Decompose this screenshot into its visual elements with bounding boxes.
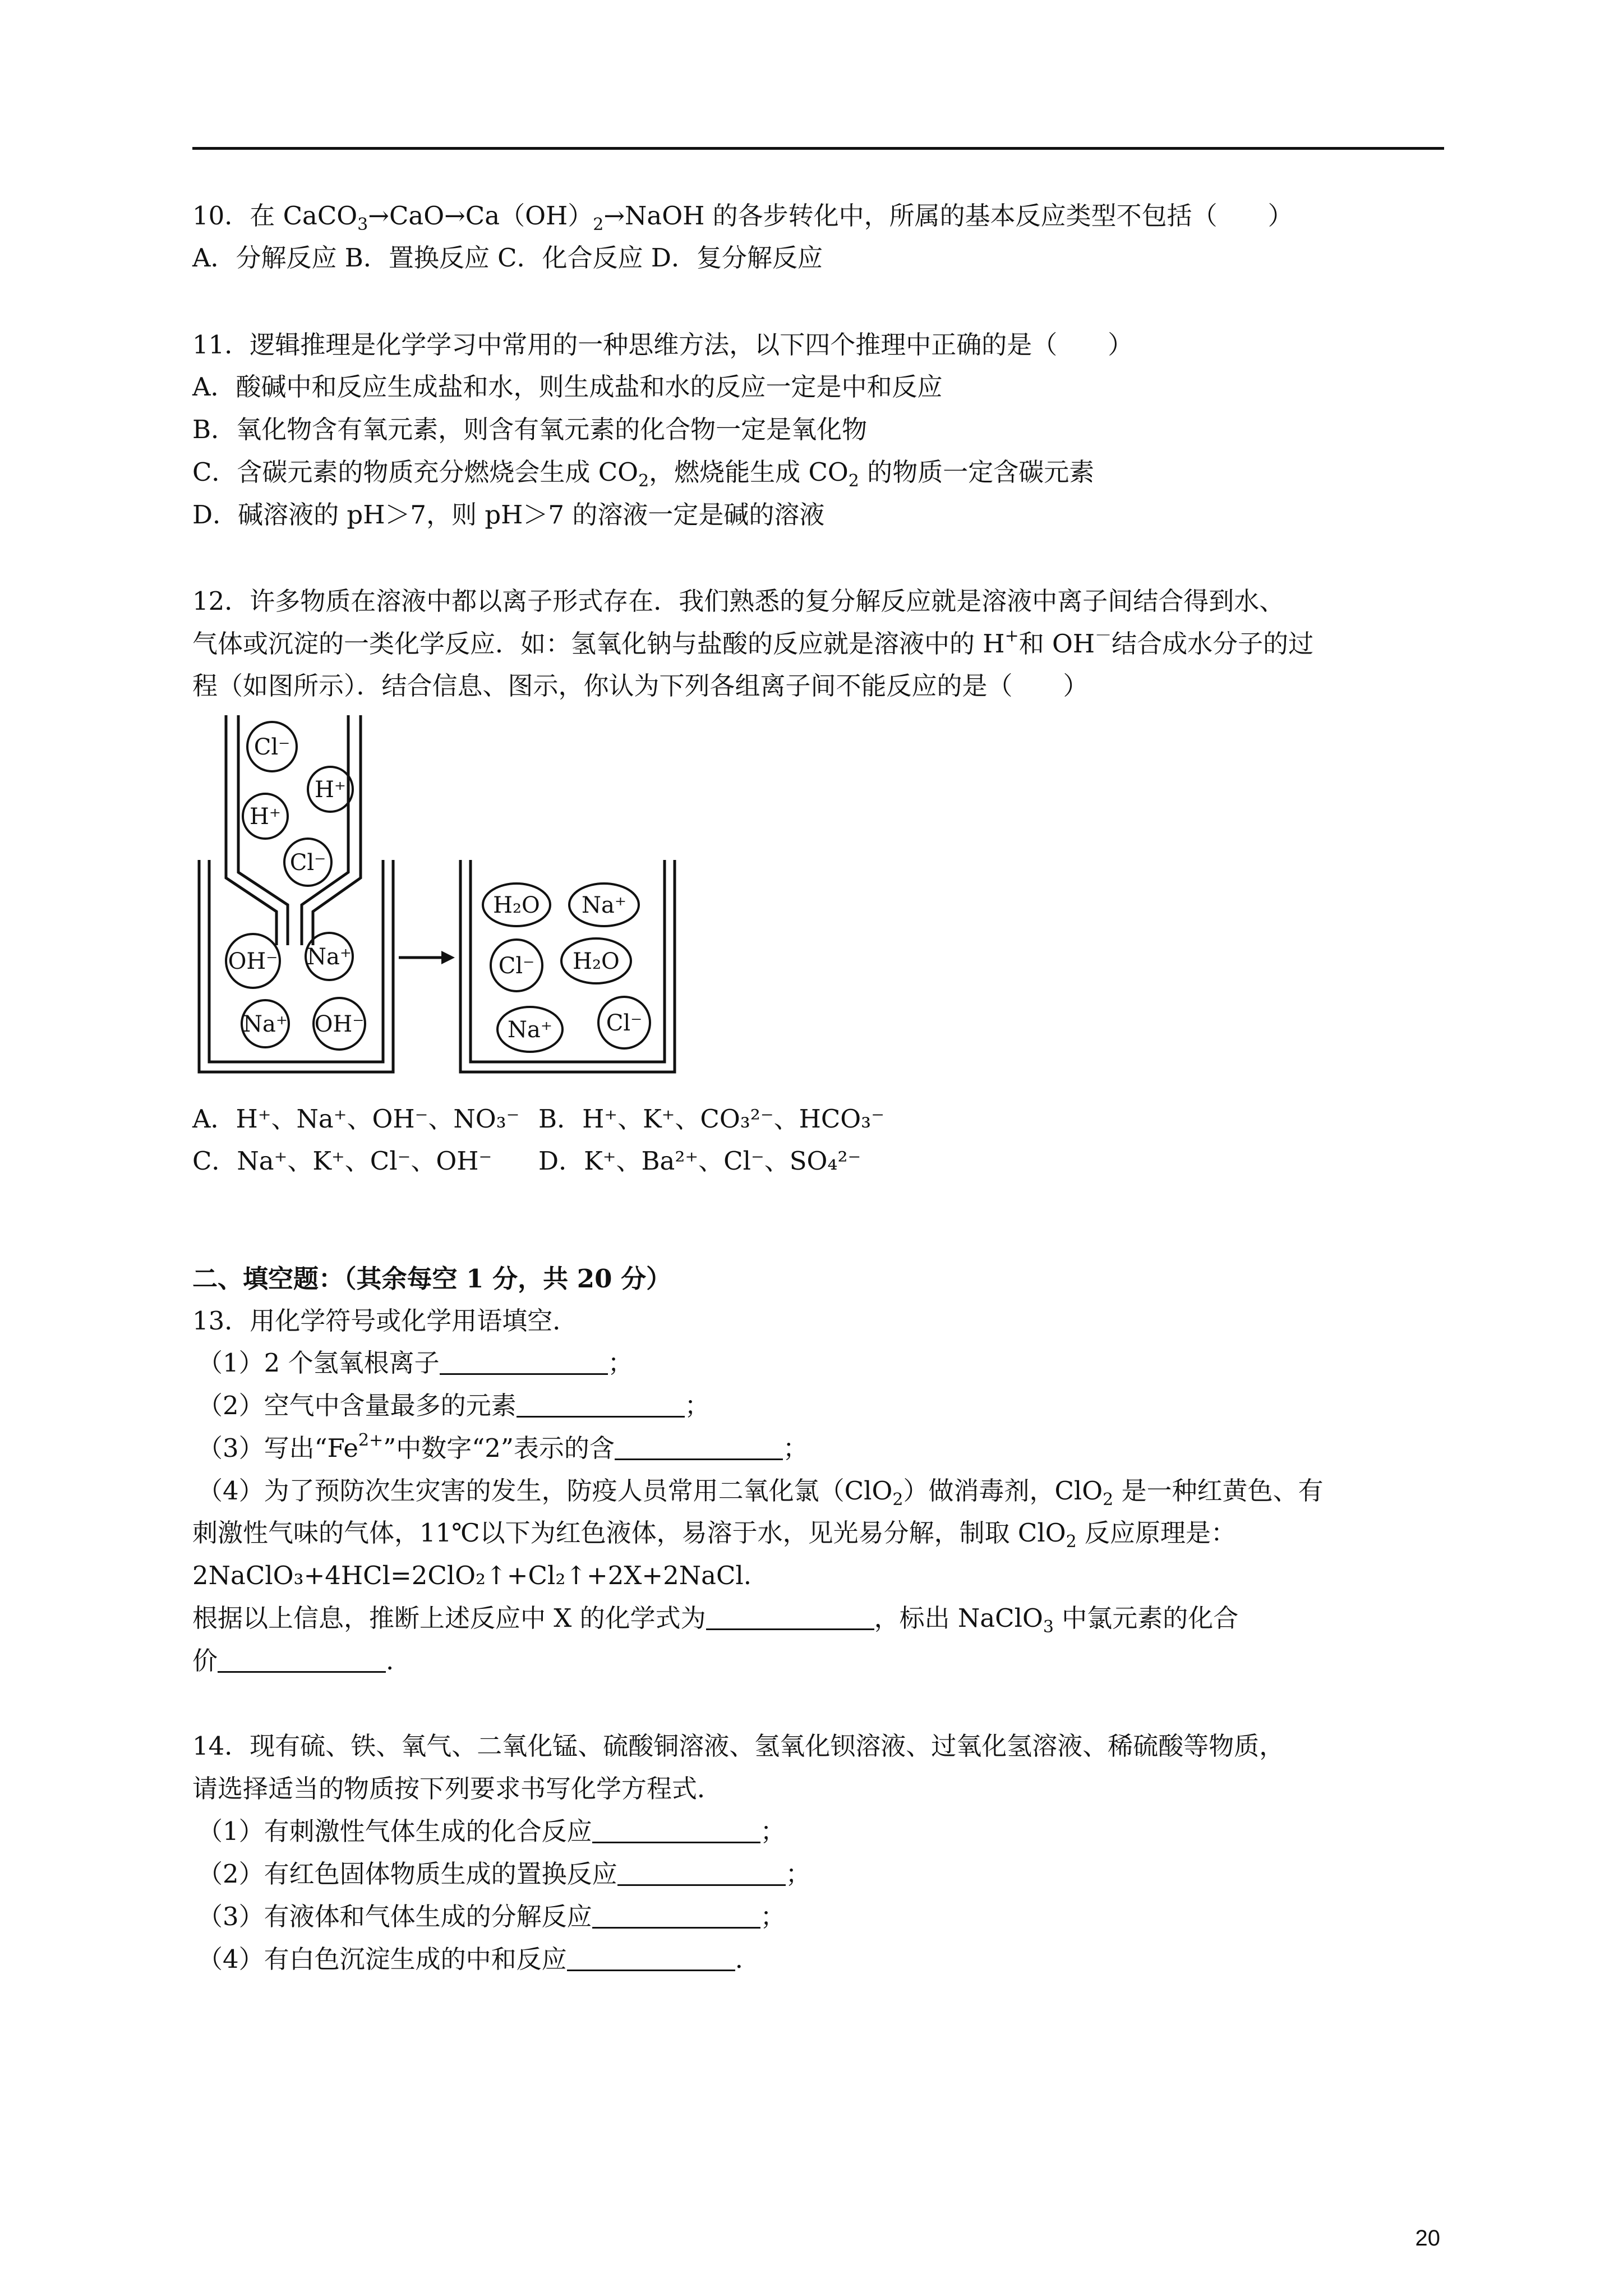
q10-stem: 10．在 $CaCO_3\to CaO\to Ca(OH)_2\to NaOH$ 的各步转化中，所属的基本反应类型不包括（ ） [192, 201, 1293, 234]
answer-blank[interactable] [592, 1817, 760, 1843]
q12-option-c: C．Na⁺、K⁺、Cl⁻、OH⁻ [192, 1146, 492, 1176]
pour-ion-label: H⁺ [315, 777, 346, 803]
q14-sub4: （4）有白色沉淀生成的中和反应 . [197, 1944, 743, 1974]
q13-sub1: （1）2 个氢氧根离子 ； [197, 1348, 633, 1378]
answer-blank[interactable] [592, 1902, 760, 1929]
right-ion-label: Cl⁻ [606, 1010, 643, 1036]
answer-blank[interactable] [218, 1646, 386, 1673]
q12-stem-line1: 12．许多物质在溶液中都以离子形式存在．我们熟悉的复分解反应就是溶液中离子间结合得到水、 [192, 586, 1285, 616]
left-ion-label: OH⁻ [314, 1011, 365, 1037]
q14-sub2: （2）有红色固体物质生成的置换反应 ； [197, 1859, 811, 1889]
q11-option-b: B．氧化物含有氧元素，则含有氧元素的化合物一定是氧化物 [192, 415, 868, 444]
answer-blank[interactable] [440, 1349, 608, 1375]
pour-tube-outer-right [313, 715, 361, 945]
q13-sub4-line5: 价 . [192, 1646, 394, 1676]
neutralization-diagram [192, 715, 686, 1085]
q11-option-c: C．含碳元素的物质充分燃烧会生成 $CO_2$，燃烧能生成 $CO_2$ 的物质一定含碳元素 [192, 457, 1095, 491]
q14-stem-line2: 请选择适当的物质按下列要求书写化学方程式． [192, 1774, 723, 1803]
left-ion-label: OH⁻ [228, 949, 278, 974]
q12-option-b: B．H⁺、K⁺、CO₃²⁻、HCO₃⁻ [538, 1104, 884, 1134]
q13-sub3: （3）写出“$Fe^{2+}$”中数字“2”表示的含 ； [197, 1430, 808, 1463]
pour-ion-label: H⁺ [250, 804, 281, 830]
q12-stem-line3: 程（如图所示）．结合信息、图示，你认为下列各组离子间不能反应的是（ ） [192, 671, 1089, 701]
right-ion-label: H₂O [493, 892, 540, 918]
answer-blank[interactable] [517, 1391, 685, 1418]
pour-ion-label: Cl⁻ [289, 850, 326, 876]
answer-blank[interactable] [567, 1945, 735, 1971]
left-ion-label: Na⁺ [307, 944, 352, 970]
right-ion-label: Na⁺ [582, 892, 626, 918]
left-ion-label: Na⁺ [243, 1011, 288, 1037]
q12-option-a: A．H⁺、Na⁺、OH⁻、NO₃⁻ [192, 1104, 520, 1134]
right-ion-label: H₂O [573, 949, 620, 974]
q13-sub2: （2）空气中含量最多的元素 ； [197, 1391, 710, 1420]
q12-option-d: D．K⁺、Ba²⁺、Cl⁻、SO₄²⁻ [538, 1146, 861, 1176]
answer-blank[interactable] [615, 1434, 783, 1460]
q13-stem: 13．用化学符号或化学用语填空． [192, 1306, 578, 1336]
header-rule [192, 147, 1444, 150]
q11-option-d: D．碱溶液的 pH＞7，则 pH＞7 的溶液一定是碱的溶液 [192, 500, 825, 530]
right-ion-label: Cl⁻ [498, 953, 535, 979]
q12-stem-line2: 气体或沉淀的一类化学反应．如：氢氧化钠与盐酸的反应就是溶液中的 H+和 OH－结合成水分子的过 [192, 626, 1314, 659]
q14-stem-line1: 14．现有硫、铁、氧气、二氧化锰、硫酸铜溶液、氢氧化钡溶液、过氧化氢溶液、稀硫酸等物质， [192, 1731, 1285, 1761]
reaction-arrow-head [441, 951, 455, 964]
q11-option-a: A．酸碱中和反应生成盐和水，则生成盐和水的反应一定是中和反应 [192, 372, 943, 402]
q13-sub4-line2: 刺激性气味的气体，11℃以下为红色液体，易溶于水，见光易分解，制取 ClO$_2$ 反应原理是： [192, 1518, 1237, 1552]
q13-equation: 2NaClO₃+4HCl=2ClO₂↑+Cl₂↑+2X+2NaCl. [192, 1561, 752, 1590]
answer-blank[interactable] [706, 1604, 874, 1630]
q14-sub3: （3）有液体和气体生成的分解反应 ； [197, 1902, 786, 1931]
q10-options: A．分解反应 B．置换反应 C．化合反应 D．复分解反应 [192, 243, 823, 273]
right-ion-label: Na⁺ [508, 1017, 552, 1043]
q11-stem: 11．逻辑推理是化学学习中常用的一种思维方法，以下四个推理中正确的是（ ） [192, 330, 1133, 360]
q13-sub4-line1: （4）为了预防次生灾害的发生，防疫人员常用二氧化氯（ClO$_2$）做消毒剂，ClO$_2$ 是一种红黄色、有 [197, 1476, 1324, 1510]
pour-tube-inner-right [302, 715, 348, 945]
answer-blank[interactable] [617, 1860, 786, 1886]
section-heading: 二、填空题：（其余每空 1 分，共 20 分） [192, 1264, 672, 1294]
pour-ion-label: Cl⁻ [253, 734, 291, 760]
q13-sub4-line4: 根据以上信息，推断上述反应中 X 的化学式为 ，标出 NaClO$_3$ 中氯元素的化合 [192, 1603, 1239, 1637]
page-number: 20 [1415, 2226, 1440, 2251]
q14-sub1: （1）有刺激性气体生成的化合反应 ； [197, 1816, 786, 1846]
